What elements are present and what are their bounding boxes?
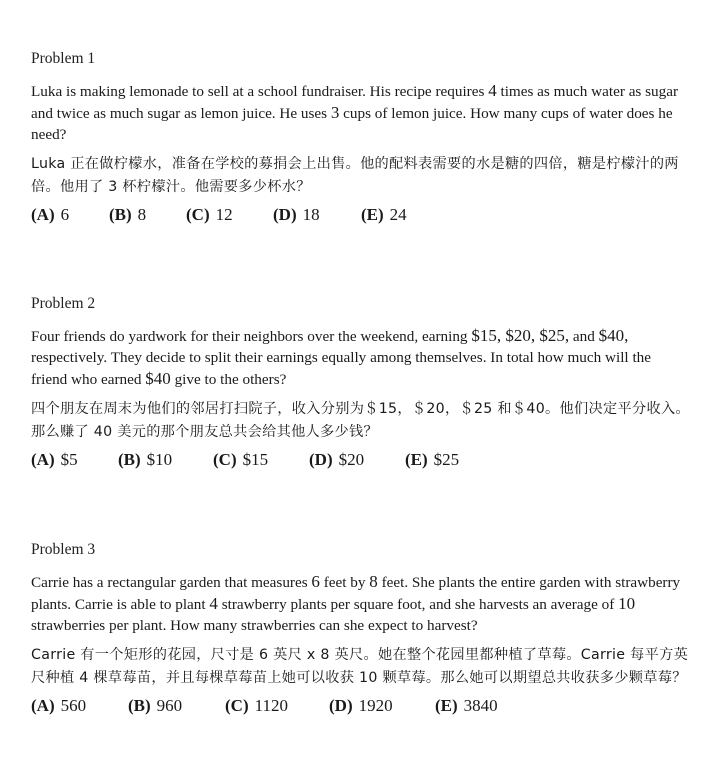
choice-a[interactable]: (A) $5 <box>31 450 78 469</box>
choice-c[interactable]: (C) $15 <box>213 450 269 469</box>
problem-3 <box>31 540 691 717</box>
problem-chinese-text: 四个朋友在周末为他们的邻居打扫院子，收入分别为＄15，＄20，＄25 和＄40。他们决定平分收入。那么赚了 40 美元的那个朋友总共会给其他人多少钱？ <box>31 401 690 440</box>
problem-english-text: Four friends do yardwork for their neighbors over the weekend, earning $15, $20, $25, and $40, respectively. They decide to split their earnings equally among themselves. In total how much will the friend who earned $40 give to the others? <box>31 326 651 388</box>
choice-b[interactable]: (B) $10 <box>118 450 173 469</box>
problem-chinese-text: Luka 正在做柠檬水，准备在学校的募捐会上出售。他的配料表需要的水是糖的四倍，糖是柠檬汁的两倍。他用了 3 杯柠檬汁。他需要多少杯水？ <box>31 156 679 195</box>
choice-d[interactable]: (D) $20 <box>309 450 365 469</box>
choice-b[interactable]: (B) 8 <box>109 205 147 224</box>
choice-e[interactable]: (E) 3840 <box>435 696 498 715</box>
math-number: 4 <box>209 594 218 613</box>
choice-b[interactable]: (B) 960 <box>128 696 183 715</box>
problem-title: Problem 3 <box>31 541 96 558</box>
math-number: 6 <box>311 572 320 591</box>
choice-a[interactable]: (A) 6 <box>31 205 70 224</box>
problem-1 <box>31 49 691 226</box>
problem-title: Problem 1 <box>31 50 96 67</box>
choice-e[interactable]: (E) 24 <box>361 205 407 224</box>
choice-d[interactable]: (D) 18 <box>273 205 320 224</box>
answer-choices <box>31 449 691 471</box>
math-amounts: $15, $20, $25, <box>471 326 570 345</box>
problem-english-text: Luka is making lemonade to sell at a school fundraiser. His recipe requires 4 times as much water as sugar and twice as much sugar as lemon juice. He uses 3 cups of lemon juice. How many cups of water does he need? <box>31 81 679 143</box>
choice-c[interactable]: (C) 1120 <box>225 696 288 715</box>
problem-chinese-text: Carrie 有一个矩形的花园，尺寸是 6 英尺 x 8 英尺。她在整个花园里都种植了草莓。Carrie 每平方英尺种植 4 棵草莓苗，并且每棵草莓苗上她可以收获 10 颗草莓。那么她可以期望总共收获多少颗草莓？ <box>31 647 689 686</box>
math-amount: $40 <box>145 369 171 388</box>
math-number: 10 <box>618 594 636 613</box>
problem-title: Problem 2 <box>31 295 96 312</box>
choice-d[interactable]: (D) 1920 <box>329 696 393 715</box>
choice-c[interactable]: (C) 12 <box>186 205 233 224</box>
problem-2 <box>31 294 691 471</box>
math-amount: $40, <box>598 326 629 345</box>
answer-choices <box>31 204 691 226</box>
math-number: 8 <box>369 572 378 591</box>
choice-e[interactable]: (E) $25 <box>405 450 460 469</box>
answer-choices <box>31 695 691 717</box>
problem-english-text: Carrie has a rectangular garden that measures 6 feet by 8 feet. She plants the entire garden with strawberry plants. Carrie is able to plant 4 strawberry plants per square foot, and she harvests an average of 10 strawberries per plant. How many strawberries can she expect to harvest? <box>31 572 681 634</box>
choice-a[interactable]: (A) 560 <box>31 696 87 715</box>
math-number: 3 <box>330 103 340 122</box>
math-number: 4 <box>488 81 497 100</box>
